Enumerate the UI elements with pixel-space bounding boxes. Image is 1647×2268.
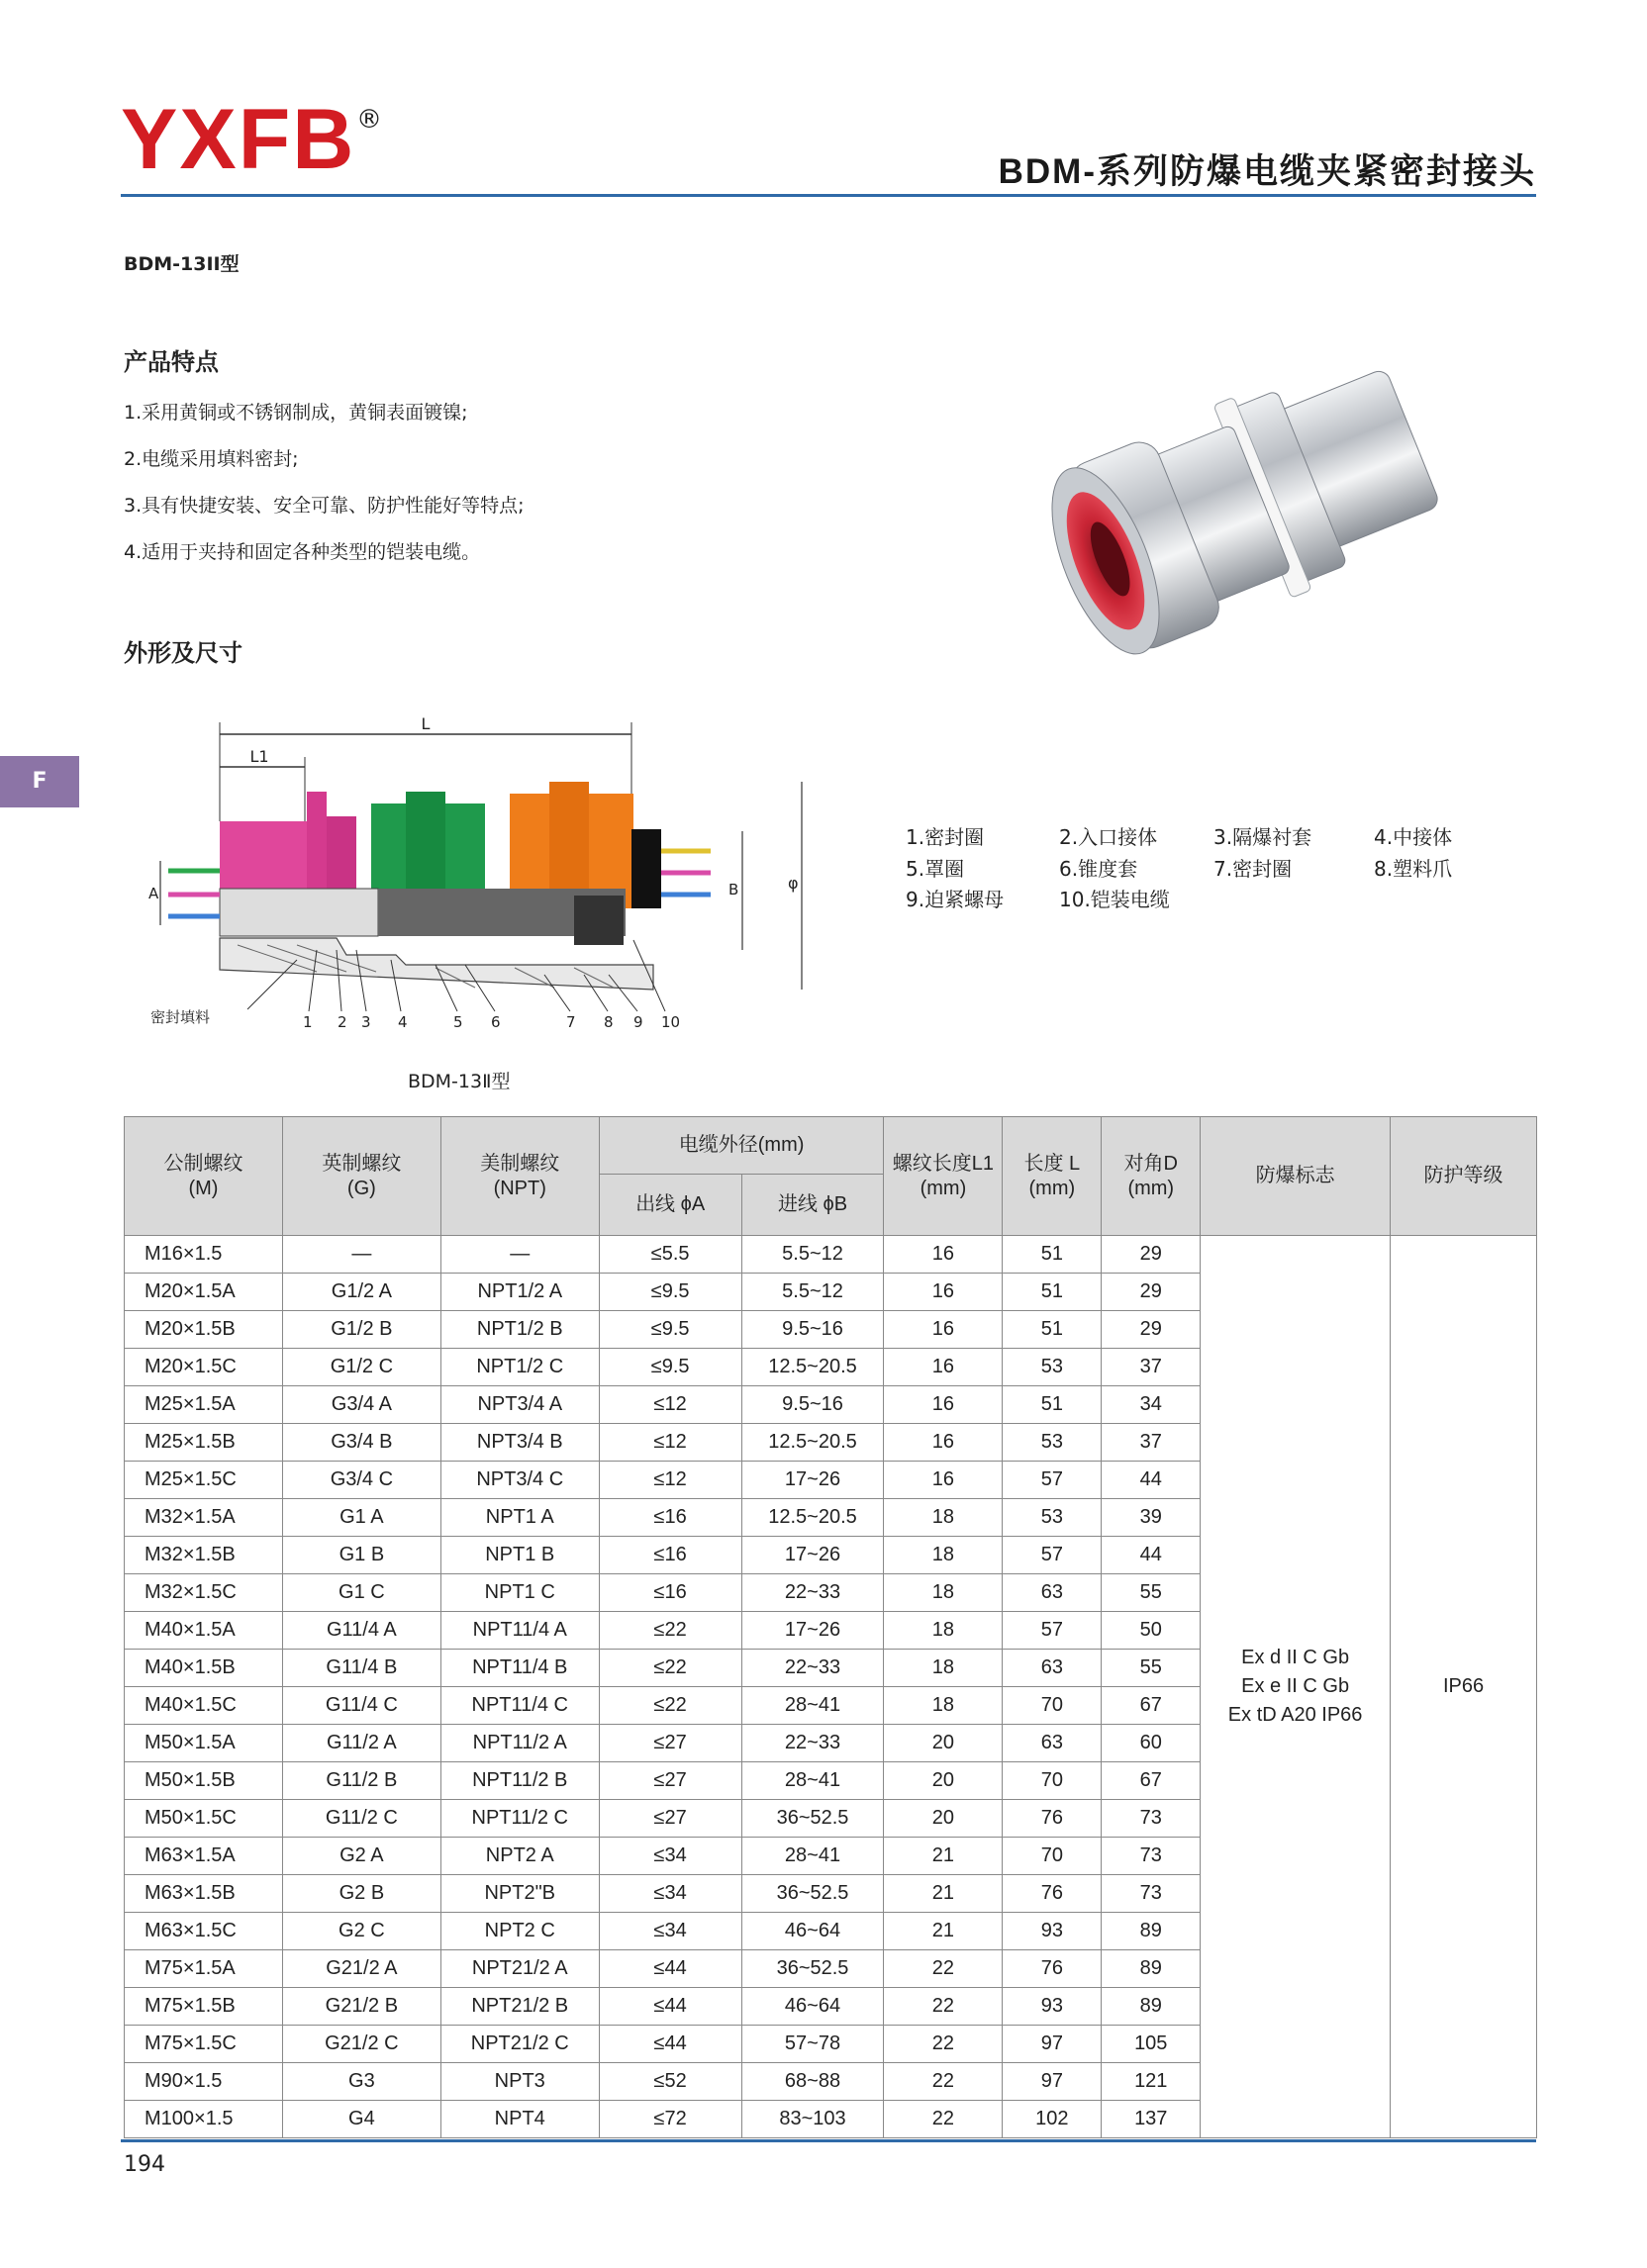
callout-7: 7: [566, 1013, 576, 1031]
header-ex-mark: 防爆标志: [1201, 1117, 1391, 1236]
legend-item: 1.密封圈: [906, 825, 985, 849]
technical-drawing: [139, 712, 831, 1039]
table-cell: M100×1.5: [125, 2101, 283, 2138]
table-cell: G1/2 C: [282, 1349, 440, 1386]
table-cell: M20×1.5B: [125, 1311, 283, 1349]
table-cell: M25×1.5C: [125, 1462, 283, 1499]
table-cell: 18: [884, 1574, 1003, 1612]
legend-item: 4.中接体: [1374, 825, 1453, 849]
table-cell: 21: [884, 1913, 1003, 1950]
table-cell: 29: [1102, 1274, 1201, 1311]
table-cell: ≤9.5: [599, 1349, 741, 1386]
legend-item: 7.密封圈: [1213, 857, 1293, 881]
table-cell: NPT4: [440, 2101, 599, 2138]
header-thread-length: 螺纹长度L1 (mm): [884, 1117, 1003, 1236]
table-cell: 70: [1003, 1838, 1102, 1875]
table-cell: 63: [1003, 1574, 1102, 1612]
table-cell: 57: [1003, 1462, 1102, 1499]
table-cell: 22~33: [741, 1725, 884, 1762]
table-cell: 12.5~20.5: [741, 1499, 884, 1537]
table-cell: G11/4 A: [282, 1612, 440, 1650]
table-cell: NPT2"B: [440, 1875, 599, 1913]
table-cell: NPT1/2 C: [440, 1349, 599, 1386]
table-cell: G1 A: [282, 1499, 440, 1537]
table-cell: G4: [282, 2101, 440, 2138]
header-diagonal: 对角D (mm): [1102, 1117, 1201, 1236]
table-cell: 12.5~20.5: [741, 1349, 884, 1386]
table-cell: ≤34: [599, 1913, 741, 1950]
table-cell: G2 B: [282, 1875, 440, 1913]
table-cell: 5.5~12: [741, 1236, 884, 1274]
callout-10: 10: [661, 1013, 681, 1031]
table-cell: 22: [884, 1950, 1003, 1988]
table-cell: 73: [1102, 1838, 1201, 1875]
table-cell: G21/2 C: [282, 2026, 440, 2063]
label-b: B: [728, 881, 739, 898]
table-cell: M40×1.5C: [125, 1687, 283, 1725]
table-cell: G11/4 B: [282, 1650, 440, 1687]
feature-item: 1.采用黄铜或不锈钢制成，黄铜表面镀镍;: [124, 402, 468, 424]
callout-1: 1: [303, 1013, 313, 1031]
table-cell: 93: [1003, 1913, 1102, 1950]
table-cell: 55: [1102, 1574, 1201, 1612]
table-cell: NPT11/4 C: [440, 1687, 599, 1725]
table-cell: G3/4 C: [282, 1462, 440, 1499]
table-cell: ≤27: [599, 1725, 741, 1762]
table-cell: M25×1.5A: [125, 1386, 283, 1424]
table-cell: ≤44: [599, 1988, 741, 2026]
table-cell: M63×1.5C: [125, 1913, 283, 1950]
table-cell: 29: [1102, 1311, 1201, 1349]
feature-item: 2.电缆采用填料密封;: [124, 448, 299, 470]
table-cell: M90×1.5: [125, 2063, 283, 2101]
brand-logo: YXFB: [121, 92, 356, 187]
table-cell: ≤12: [599, 1424, 741, 1462]
table-cell: ≤34: [599, 1838, 741, 1875]
dimensions-heading: 外形及尺寸: [124, 639, 242, 667]
table-cell: G1 B: [282, 1537, 440, 1574]
callout-5: 5: [453, 1013, 463, 1031]
table-cell: ≤22: [599, 1687, 741, 1725]
header-cable-od: 电缆外径(mm): [599, 1117, 884, 1175]
table-cell: NPT1/2 B: [440, 1311, 599, 1349]
table-cell: 28~41: [741, 1762, 884, 1800]
ex-mark-line: Ex e II C Gb: [1241, 1675, 1350, 1697]
table-cell: ≤22: [599, 1650, 741, 1687]
table-cell: 16: [884, 1349, 1003, 1386]
table-cell: ≤27: [599, 1762, 741, 1800]
table-cell: M63×1.5A: [125, 1838, 283, 1875]
table-cell: ≤9.5: [599, 1274, 741, 1311]
table-cell: M20×1.5C: [125, 1349, 283, 1386]
table-cell: 73: [1102, 1875, 1201, 1913]
table-cell: 76: [1003, 1800, 1102, 1838]
table-cell: ≤9.5: [599, 1311, 741, 1349]
header-rule: [121, 194, 1536, 197]
table-cell: ≤27: [599, 1800, 741, 1838]
table-cell: 37: [1102, 1349, 1201, 1386]
table-cell: NPT11/2 C: [440, 1800, 599, 1838]
table-cell: 57: [1003, 1612, 1102, 1650]
table-cell: ≤34: [599, 1875, 741, 1913]
table-cell: ≤16: [599, 1537, 741, 1574]
section-tab: F: [0, 756, 79, 807]
table-cell: M32×1.5C: [125, 1574, 283, 1612]
table-cell: NPT3/4 B: [440, 1424, 599, 1462]
header-in-b: 进线 ϕB: [741, 1175, 884, 1236]
table-cell: 37: [1102, 1424, 1201, 1462]
table-cell: 22: [884, 2063, 1003, 2101]
table-cell: M32×1.5A: [125, 1499, 283, 1537]
table-cell: 51: [1003, 1386, 1102, 1424]
table-cell: NPT21/2 A: [440, 1950, 599, 1988]
table-cell: ≤44: [599, 2026, 741, 2063]
table-cell: NPT1 A: [440, 1499, 599, 1537]
table-cell: 46~64: [741, 1913, 884, 1950]
table-cell: 44: [1102, 1462, 1201, 1499]
table-cell: 67: [1102, 1687, 1201, 1725]
table-cell: NPT1 B: [440, 1537, 599, 1574]
table-cell: 5.5~12: [741, 1274, 884, 1311]
table-cell: 121: [1102, 2063, 1201, 2101]
table-cell: 39: [1102, 1499, 1201, 1537]
table-cell: 102: [1003, 2101, 1102, 2138]
table-cell: 17~26: [741, 1537, 884, 1574]
table-cell: ≤5.5: [599, 1236, 741, 1274]
feature-item: 4.适用于夹持和固定各种类型的铠装电缆。: [124, 541, 481, 563]
table-cell: 21: [884, 1838, 1003, 1875]
table-cell: 67: [1102, 1762, 1201, 1800]
table-cell: G1/2 B: [282, 1311, 440, 1349]
table-cell: 70: [1003, 1762, 1102, 1800]
page-title: BDM-系列防爆电缆夹紧密封接头: [998, 152, 1536, 191]
spec-table: [124, 1116, 1537, 2138]
table-cell: 36~52.5: [741, 1950, 884, 1988]
features-heading: 产品特点: [124, 348, 219, 376]
drawing-caption: BDM-13Ⅱ型: [408, 1071, 511, 1092]
table-cell: 53: [1003, 1424, 1102, 1462]
table-cell: 22: [884, 1988, 1003, 2026]
table-cell: 18: [884, 1499, 1003, 1537]
ex-mark-cell: [1201, 1236, 1391, 2138]
table-cell: 17~26: [741, 1462, 884, 1499]
callout-4: 4: [398, 1013, 408, 1031]
table-cell: 16: [884, 1311, 1003, 1349]
table-cell: 28~41: [741, 1838, 884, 1875]
table-cell: M50×1.5C: [125, 1800, 283, 1838]
table-cell: —: [282, 1236, 440, 1274]
table-cell: 16: [884, 1424, 1003, 1462]
table-cell: 46~64: [741, 1988, 884, 2026]
table-cell: 22: [884, 2101, 1003, 2138]
table-cell: 9.5~16: [741, 1386, 884, 1424]
ex-mark-line: Ex d II C Gb: [1241, 1647, 1350, 1668]
table-cell: 60: [1102, 1725, 1201, 1762]
table-cell: 16: [884, 1236, 1003, 1274]
feature-item: 3.具有快捷安装、安全可靠、防护性能好等特点;: [124, 495, 525, 517]
table-cell: 51: [1003, 1274, 1102, 1311]
table-cell: 16: [884, 1462, 1003, 1499]
table-cell: ≤12: [599, 1386, 741, 1424]
table-cell: M25×1.5B: [125, 1424, 283, 1462]
spec-table-body: [125, 1236, 1537, 2138]
footer-rule: [121, 2139, 1536, 2142]
table-cell: 18: [884, 1687, 1003, 1725]
table-cell: NPT11/2 A: [440, 1725, 599, 1762]
table-cell: NPT3/4 A: [440, 1386, 599, 1424]
table-cell: 12.5~20.5: [741, 1424, 884, 1462]
table-cell: 22~33: [741, 1574, 884, 1612]
table-cell: 93: [1003, 1988, 1102, 2026]
table-cell: ≤72: [599, 2101, 741, 2138]
table-cell: ≤52: [599, 2063, 741, 2101]
table-cell: NPT3: [440, 2063, 599, 2101]
table-cell: 22: [884, 2026, 1003, 2063]
table-cell: 51: [1003, 1311, 1102, 1349]
table-cell: 89: [1102, 1988, 1201, 2026]
table-cell: M50×1.5B: [125, 1762, 283, 1800]
table-cell: G21/2 A: [282, 1950, 440, 1988]
table-cell: 22~33: [741, 1650, 884, 1687]
table-cell: 63: [1003, 1725, 1102, 1762]
table-cell: G2 A: [282, 1838, 440, 1875]
callout-9: 9: [633, 1013, 643, 1031]
table-cell: ≤12: [599, 1462, 741, 1499]
table-row: [125, 1236, 1537, 1274]
table-cell: M50×1.5A: [125, 1725, 283, 1762]
table-cell: 21: [884, 1875, 1003, 1913]
header-out-a: 出线 ϕA: [599, 1175, 741, 1236]
table-cell: 105: [1102, 2026, 1201, 2063]
table-cell: G11/2 C: [282, 1800, 440, 1838]
table-cell: 53: [1003, 1349, 1102, 1386]
table-cell: G3: [282, 2063, 440, 2101]
table-cell: 76: [1003, 1875, 1102, 1913]
table-cell: —: [440, 1236, 599, 1274]
table-cell: ≤22: [599, 1612, 741, 1650]
table-cell: M40×1.5A: [125, 1612, 283, 1650]
table-cell: 89: [1102, 1913, 1201, 1950]
header-british: 英制螺纹 (G): [282, 1117, 440, 1236]
header-american: 美制螺纹 (NPT): [440, 1117, 599, 1236]
callout-6: 6: [491, 1013, 501, 1031]
label-l1: L1: [249, 747, 269, 766]
table-cell: ≤16: [599, 1499, 741, 1537]
table-cell: 36~52.5: [741, 1875, 884, 1913]
table-cell: 53: [1003, 1499, 1102, 1537]
table-cell: 89: [1102, 1950, 1201, 1988]
table-cell: 18: [884, 1650, 1003, 1687]
table-cell: 97: [1003, 2026, 1102, 2063]
header-ip: 防护等级: [1391, 1117, 1537, 1236]
label-phi: φ: [788, 874, 799, 893]
table-cell: 20: [884, 1762, 1003, 1800]
table-cell: 17~26: [741, 1612, 884, 1650]
legend-item: 10.铠装电缆: [1059, 888, 1170, 911]
table-cell: G1 C: [282, 1574, 440, 1612]
table-cell: M32×1.5B: [125, 1537, 283, 1574]
ex-mark-line: Ex tD A20 IP66: [1227, 1704, 1363, 1726]
legend-item: 6.锥度套: [1059, 857, 1138, 881]
callout-2: 2: [338, 1013, 347, 1031]
legend-item: 5.罩圈: [906, 857, 965, 881]
table-cell: 20: [884, 1800, 1003, 1838]
table-cell: NPT2 A: [440, 1838, 599, 1875]
page-number: 194: [124, 2152, 165, 2177]
label-sealant: 密封填料: [150, 1008, 211, 1026]
table-cell: M20×1.5A: [125, 1274, 283, 1311]
table-cell: ≤44: [599, 1950, 741, 1988]
table-cell: 28~41: [741, 1687, 884, 1725]
table-cell: 55: [1102, 1650, 1201, 1687]
table-cell: 68~88: [741, 2063, 884, 2101]
table-cell: G11/4 C: [282, 1687, 440, 1725]
table-cell: NPT2 C: [440, 1913, 599, 1950]
header-length: 长度 L (mm): [1003, 1117, 1102, 1236]
callout-3: 3: [361, 1013, 371, 1031]
ip-cell: IP66: [1391, 1236, 1537, 2138]
table-cell: NPT1/2 A: [440, 1274, 599, 1311]
table-cell: 18: [884, 1537, 1003, 1574]
table-cell: G3/4 B: [282, 1424, 440, 1462]
table-cell: 20: [884, 1725, 1003, 1762]
table-cell: NPT21/2 B: [440, 1988, 599, 2026]
table-cell: M63×1.5B: [125, 1875, 283, 1913]
product-photo: [1019, 317, 1495, 683]
table-cell: 57~78: [741, 2026, 884, 2063]
table-cell: 57: [1003, 1537, 1102, 1574]
table-cell: 34: [1102, 1386, 1201, 1424]
table-cell: G11/2 A: [282, 1725, 440, 1762]
table-cell: 16: [884, 1274, 1003, 1311]
table-cell: 44: [1102, 1537, 1201, 1574]
header-metric: 公制螺纹 (M): [125, 1117, 283, 1236]
table-cell: 29: [1102, 1236, 1201, 1274]
callout-8: 8: [604, 1013, 614, 1031]
table-cell: 9.5~16: [741, 1311, 884, 1349]
table-cell: 50: [1102, 1612, 1201, 1650]
table-cell: 16: [884, 1386, 1003, 1424]
legend-item: 2.入口接体: [1059, 825, 1158, 849]
table-cell: 18: [884, 1612, 1003, 1650]
table-cell: NPT11/4 A: [440, 1612, 599, 1650]
table-cell: NPT21/2 C: [440, 2026, 599, 2063]
table-cell: G11/2 B: [282, 1762, 440, 1800]
legend-item: 3.隔爆衬套: [1213, 825, 1312, 849]
registered-mark: ®: [356, 105, 382, 135]
table-cell: M75×1.5B: [125, 1988, 283, 2026]
legend-item: 8.塑料爪: [1374, 857, 1453, 881]
legend-item: 9.迫紧螺母: [906, 888, 1005, 911]
table-cell: NPT3/4 C: [440, 1462, 599, 1499]
table-cell: G21/2 B: [282, 1988, 440, 2026]
table-cell: 51: [1003, 1236, 1102, 1274]
table-cell: 63: [1003, 1650, 1102, 1687]
table-cell: NPT11/2 B: [440, 1762, 599, 1800]
table-cell: NPT1 C: [440, 1574, 599, 1612]
table-cell: M75×1.5A: [125, 1950, 283, 1988]
table-cell: 97: [1003, 2063, 1102, 2101]
table-cell: 76: [1003, 1950, 1102, 1988]
table-cell: 36~52.5: [741, 1800, 884, 1838]
model-name: BDM-13II型: [124, 253, 240, 275]
table-cell: G3/4 A: [282, 1386, 440, 1424]
table-cell: ≤16: [599, 1574, 741, 1612]
table-cell: M16×1.5: [125, 1236, 283, 1274]
table-cell: M75×1.5C: [125, 2026, 283, 2063]
table-cell: M40×1.5B: [125, 1650, 283, 1687]
label-l: L: [421, 714, 431, 733]
table-cell: G2 C: [282, 1913, 440, 1950]
table-cell: 137: [1102, 2101, 1201, 2138]
table-cell: G1/2 A: [282, 1274, 440, 1311]
table-cell: 83~103: [741, 2101, 884, 2138]
label-a: A: [148, 885, 159, 902]
table-cell: 70: [1003, 1687, 1102, 1725]
table-cell: NPT11/4 B: [440, 1650, 599, 1687]
table-cell: 73: [1102, 1800, 1201, 1838]
